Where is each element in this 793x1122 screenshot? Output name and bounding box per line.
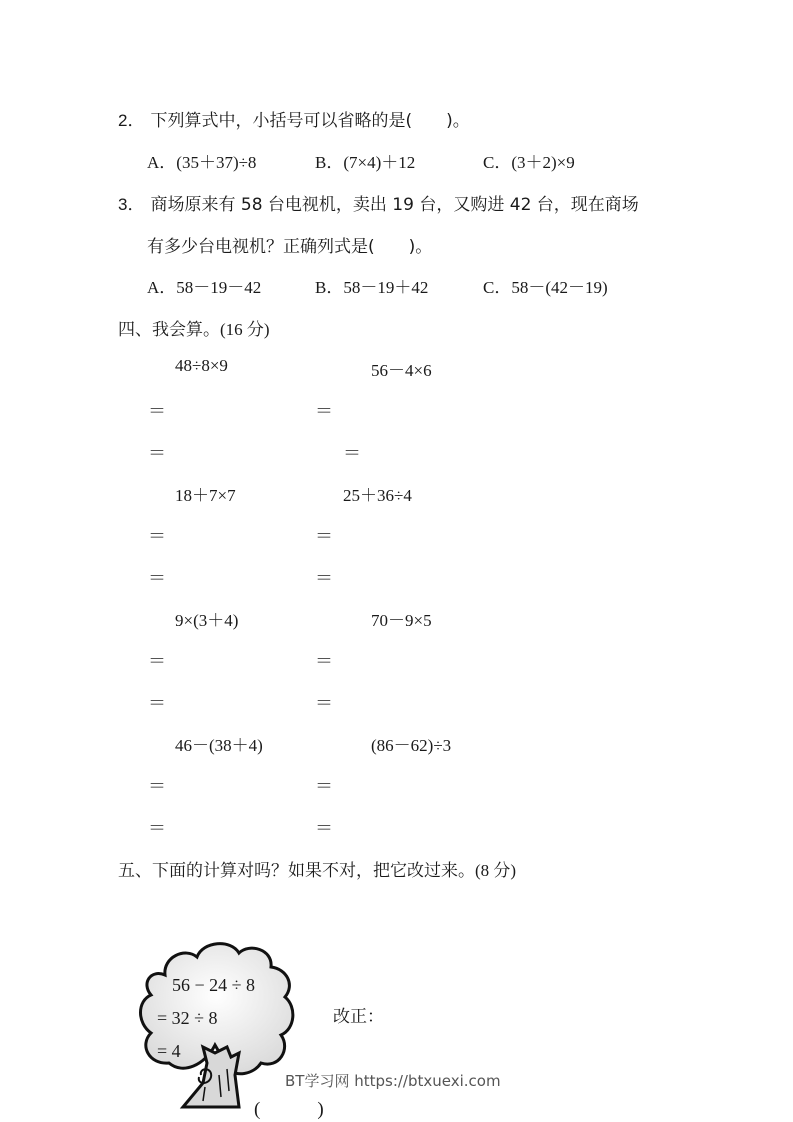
option-label: A．: [147, 153, 177, 172]
section-points: (8 分): [475, 861, 517, 880]
question-number: 3．: [118, 195, 145, 214]
answer-blank[interactable]: ( ): [254, 1099, 324, 1120]
equals-line[interactable]: ＝: [148, 693, 166, 713]
equals-line[interactable]: ＝: [148, 651, 166, 671]
equals-line[interactable]: ＝: [148, 526, 166, 546]
question-2-option-a: [147, 148, 256, 173]
option-value: 58－19－42: [176, 278, 262, 297]
equals-line[interactable]: ＝: [148, 443, 166, 463]
question-text-line2: 有多少台电视机？正确列式是( )。: [147, 237, 433, 257]
option-value: (7×4)＋12: [343, 153, 416, 172]
equals-line[interactable]: ＝: [343, 443, 361, 463]
equals-line[interactable]: ＝: [315, 776, 333, 796]
equals-line[interactable]: ＝: [315, 526, 333, 546]
option-label: B．: [315, 278, 344, 297]
equals-line[interactable]: ＝: [315, 401, 333, 421]
problem-expression: 70－9×5: [371, 611, 432, 630]
question-number: 2．: [118, 111, 145, 130]
option-label: A．: [147, 278, 177, 297]
question-text: 下列算式中，小括号可以省略的是( )。: [150, 111, 470, 131]
equals-line[interactable]: ＝: [148, 568, 166, 588]
equals-line[interactable]: ＝: [315, 568, 333, 588]
option-label: C．: [483, 153, 512, 172]
problem-expression: 18＋7×7: [175, 486, 236, 505]
section-5-heading: [118, 856, 516, 881]
question-2-option-c: [483, 148, 575, 173]
problem-expression: 9×(3＋4): [175, 611, 239, 630]
problem-expression: 48÷8×9: [175, 356, 228, 375]
question-text-line1: 商场原来有 58 台电视机，卖出 19 台，又购进 42 台，现在商场: [150, 195, 639, 215]
option-value: 58－19＋42: [343, 278, 429, 297]
equals-line[interactable]: ＝: [148, 818, 166, 838]
question-2: [118, 106, 470, 131]
option-value: (3＋2)×9: [511, 153, 575, 172]
equals-line[interactable]: ＝: [315, 818, 333, 838]
option-value: 58－(42－19): [511, 278, 608, 297]
option-label: B．: [315, 153, 344, 172]
option-label: C．: [483, 278, 512, 297]
equals-line[interactable]: ＝: [148, 401, 166, 421]
equals-line[interactable]: ＝: [148, 776, 166, 796]
section-title: 五、下面的计算对吗？如果不对，把它改过来。: [118, 861, 475, 881]
problem-expression: (86－62)÷3: [371, 736, 452, 755]
problem-expression: 25＋36÷4: [343, 486, 412, 505]
problem-expression: 46－(38＋4): [175, 736, 263, 755]
equals-line[interactable]: ＝: [315, 693, 333, 713]
section-points: (16 分): [220, 320, 270, 339]
tree-line-2: = 32 ÷ 8: [157, 1008, 218, 1028]
watermark: BT学习网 https://btxuexi.com: [285, 1072, 501, 1090]
problem-expression: 56－4×6: [371, 361, 432, 380]
question-3-option-c: [483, 273, 608, 298]
question-3: [118, 190, 639, 215]
question-3-line2: [147, 232, 432, 257]
option-value: (35＋37)÷8: [176, 153, 257, 172]
equals-line[interactable]: ＝: [315, 651, 333, 671]
question-2-option-b: [315, 148, 415, 173]
tree-line-3: = 4: [157, 1041, 181, 1061]
section-title: 四、我会算。: [118, 320, 220, 340]
question-3-option-b: [315, 273, 428, 298]
section-4-heading: [118, 315, 270, 340]
correction-label: 改正：: [333, 1007, 384, 1027]
tree-line-1: 56 − 24 ÷ 8: [172, 975, 256, 995]
question-3-option-a: [147, 273, 261, 298]
